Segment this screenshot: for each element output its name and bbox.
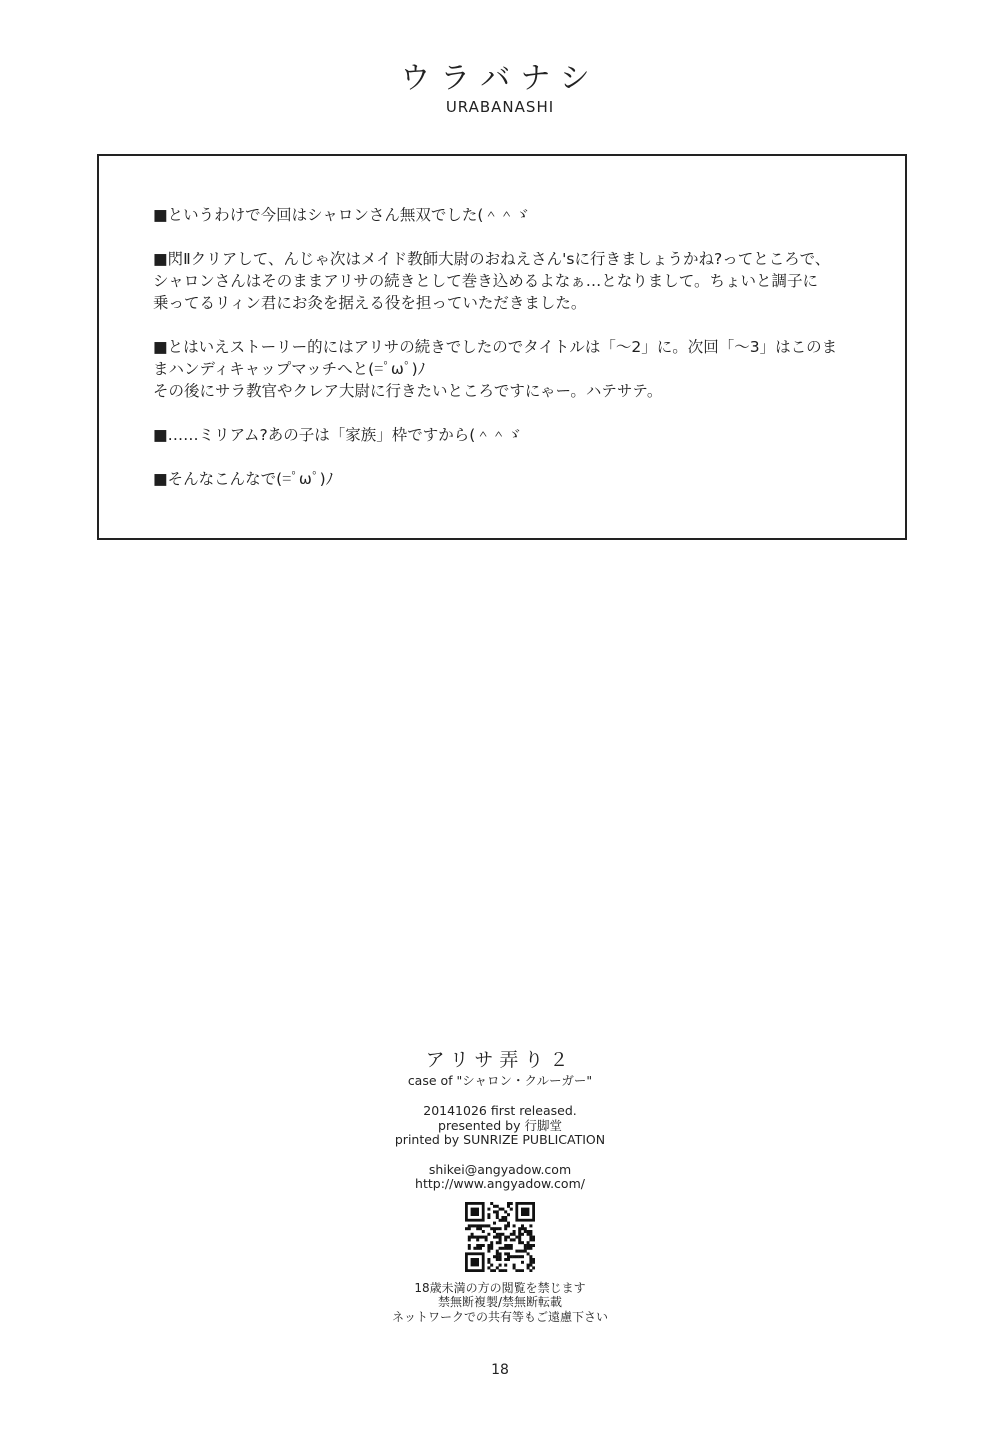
publisher: presented by 行脚堂: [438, 1117, 562, 1133]
afterword-notes: [153, 204, 873, 512]
printer: printed by SUNRIZE PUBLICATION: [394, 1132, 606, 1147]
age-notice: 18歳未満の方の閲覧を禁じます: [414, 1280, 586, 1295]
colophon: [0, 1048, 1000, 1324]
notices: [0, 1281, 1000, 1325]
afterword-box: [97, 154, 907, 540]
note-line: ■……ミリアム?あの子は「家族」枠ですから(＾＾ゞ: [153, 426, 522, 444]
page-number: 18: [491, 1362, 509, 1378]
note-line: その後にサラ教官やクレア大尉に行きたいところですにゃー。ハテサテ。: [153, 382, 663, 400]
note-line: まハンディキャップマッチへと(=ﾟωﾟ)ﾉ: [153, 360, 426, 378]
header-subtitle: URABANASHI: [445, 98, 555, 116]
book-subtitle: case of "シャロン・クルーガー": [407, 1073, 593, 1088]
note-line: ■閃Ⅱクリアして、んじゃ次はメイド教師大尉のおねえさん'sに行きましょうかね?ってところで、: [153, 250, 831, 268]
page-header: [0, 62, 1000, 116]
header-title: ウラバナシ: [400, 61, 600, 96]
note-paragraph: [153, 248, 873, 314]
note-paragraph: [153, 204, 873, 226]
note-paragraph: [153, 468, 873, 490]
note-line: 乗ってるリィン君にお灸を据える役を担っていただきました。: [153, 294, 587, 312]
website-link[interactable]: http://www.angyadow.com/: [415, 1176, 585, 1191]
note-paragraph: [153, 424, 873, 446]
note-line: ■とはいえストーリー的にはアリサの続きでしたのでタイトルは「～2」に。次回「～3」はこのま: [153, 338, 838, 356]
note-paragraph: [153, 336, 873, 402]
qr-code-icon: [465, 1202, 535, 1272]
release-date: 20141026 first released.: [423, 1103, 577, 1118]
qr-code: [465, 1202, 535, 1272]
book-title: アリサ弄り２: [425, 1049, 575, 1071]
share-notice: ネットワークでの共有等もご遠慮下さい: [391, 1309, 608, 1324]
copy-notice: 禁無断複製/禁無断転載: [437, 1295, 563, 1309]
note-line: ■というわけで今回はシャロンさん無双でした(＾＾ゞ: [153, 206, 530, 224]
contact-info: [0, 1163, 1000, 1192]
note-line: シャロンさんはそのままアリサの続きとして巻き込めるよなぁ…となりまして。ちょいと調子に: [153, 272, 818, 290]
publication-info: [0, 1104, 1000, 1148]
note-line: ■そんなこんなで(=ﾟωﾟ)ﾉ: [153, 470, 334, 488]
contact-email[interactable]: shikei@angyadow.com: [428, 1161, 572, 1177]
